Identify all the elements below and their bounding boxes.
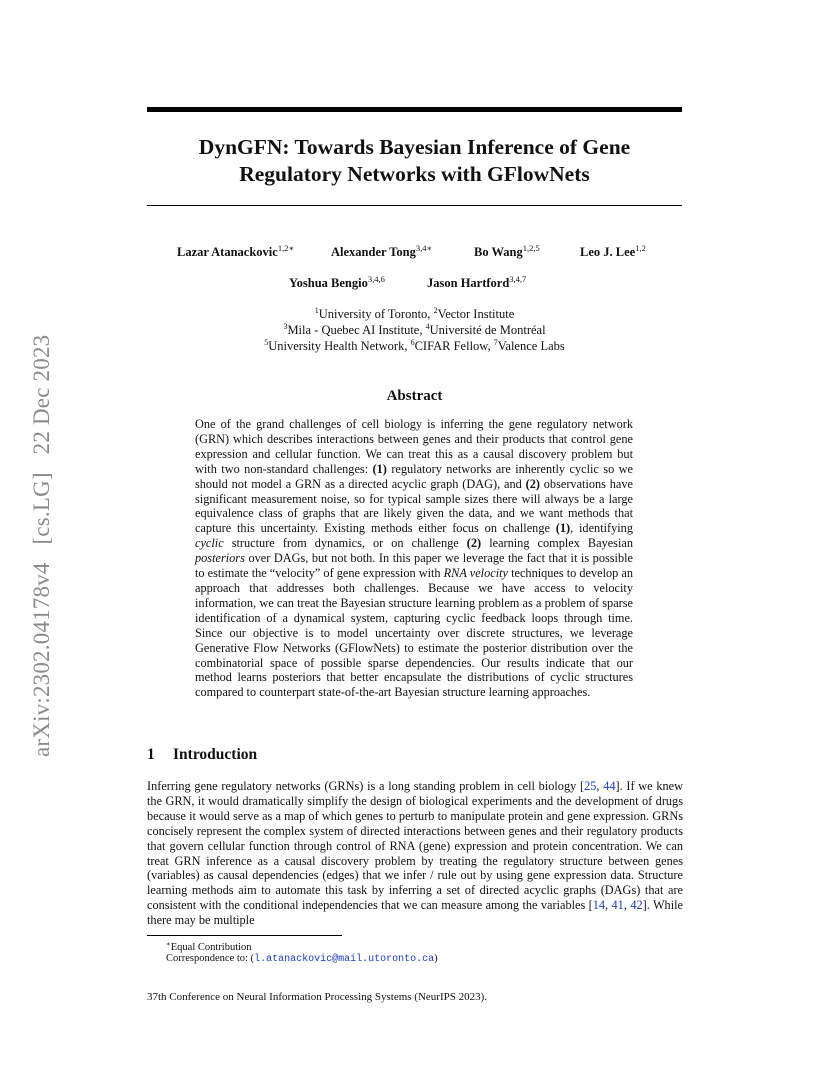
abstract-text: One of the grand challenges of cell biology is inferring the gene regulatory network (GRN) which describes interactions between genes and their products that control gene expression and cellular function. We can treat this as a causal discovery problem but with two non-standard challenges: <box>195 417 633 476</box>
intro-text: , <box>623 898 631 913</box>
author-6 <box>427 274 526 291</box>
author-name: Jason Hartford <box>427 276 510 290</box>
abstract-italic: posteriors <box>195 551 245 566</box>
affil-sup: 3 <box>283 322 288 331</box>
affil-text: University Health Network, <box>268 339 411 353</box>
footnote-mark: ∗ <box>166 940 171 948</box>
abstract-bold: (1) <box>555 521 571 536</box>
abstract-bold: (1) <box>372 461 387 476</box>
affil-text: CIFAR Fellow, <box>414 339 494 353</box>
author-sup: 1,2∗ <box>277 243 295 253</box>
abstract-italic: RNA velocity <box>443 566 508 581</box>
abstract-text: observations have significant measurement noise, so for typical sample sizes there will always be a large equivalence class of graphs that are likely given the data, and we want methods that capture this uncertainty. Existing methods either focus on challenge <box>195 476 633 536</box>
title-line-1: DynGFN: Towards Bayesian Inference of Gene <box>198 135 631 159</box>
section-heading <box>147 746 257 764</box>
affil-text: Vector Institute <box>437 307 515 321</box>
paper-title <box>147 134 682 188</box>
author-sup: 1,2,5 <box>522 243 540 253</box>
author-sup: 3,4,7 <box>509 274 527 284</box>
section-title: Introduction <box>173 746 258 763</box>
author-5 <box>289 274 385 291</box>
citation-link[interactable]: 41 <box>611 898 624 913</box>
citation-link[interactable]: 14 <box>592 898 606 913</box>
author-name: Lazar Atanackovic <box>177 245 278 259</box>
affil-sup: 2 <box>433 306 438 315</box>
conference-note: 37th Conference on Neural Information Processing Systems (NeurIPS 2023). <box>147 991 488 1003</box>
footnote-correspondence <box>166 952 438 966</box>
abstract-italic: cyclic <box>195 536 224 551</box>
intro-text: , <box>605 898 612 913</box>
email-link[interactable]: l.atanackovic@mail.utoronto.ca <box>254 954 435 965</box>
title-bottom-rule <box>147 205 682 206</box>
arxiv-stamp <box>29 335 55 757</box>
intro-text: , <box>596 779 604 793</box>
citation-link[interactable]: 25 <box>584 779 597 793</box>
title-line-2: Regulatory Networks with GFlowNets <box>239 162 590 186</box>
affil-text: University of Toronto, <box>318 307 434 321</box>
author-name: Yoshua Bengio <box>289 276 368 290</box>
abstract-bold: (2) <box>466 536 482 551</box>
abstract-text: regulatory networks are inherently cyclic so we should not model a GRN as a directed acyclic graph (DAG), and <box>195 461 634 491</box>
footnote-text: Correspondence to: ( <box>166 953 255 964</box>
affil-text: Valence Labs <box>497 339 565 353</box>
arxiv-date: 22 Dec 2023 <box>29 334 54 455</box>
abstract-bold: (2) <box>525 476 540 491</box>
author-4 <box>580 243 646 260</box>
intro-text: ]. If we knew the GRN, it would dramatically simplify the design of biological experiments and the development of drugs because it would serve as a map of which genes to perturb to manipulate protein and gene expression. GRNs concisely represent the complex system of directed interactions between genes and their regulatory products that govern cellular function through control of RNA (gene) expression and protein concentration. We can treat GRN inference as a causal discovery problem by treating the regulatory structure between genes (variables) as causal dependencies (edges) that we infer / rule out by using gene expression data. Structure learning methods aim to automate this task by inferring a set of directed acyclic graphs (DAGs) that are consistent with the conditional independencies that we can measure among the variables [ <box>147 779 683 913</box>
arxiv-id[interactable]: arXiv:2302.04178v4 <box>29 562 54 757</box>
affil-sup: 7 <box>493 338 498 347</box>
author-sup: 1,2 <box>635 243 646 253</box>
title-top-rule <box>147 107 682 112</box>
abstract-heading: Abstract <box>386 388 443 404</box>
abstract-text: over DAGs, but not both. In this paper we leverage the fact that it is possible to estimate the “velocity” of gene expression with <box>195 551 633 581</box>
footnote-rule <box>147 935 342 936</box>
affil-sup: 5 <box>264 338 269 347</box>
intro-paragraph <box>147 779 683 928</box>
affil-text: Mila - Quebec AI Institute, <box>287 323 426 337</box>
arxiv-category: [cs.LG] <box>29 472 54 545</box>
intro-text: Inferring gene regulatory networks (GRNs) is a long standing problem in cell biology [ <box>147 779 585 793</box>
abstract-text: techniques to develop an approach that addresses both challenges. Because we have access to velocity information, we can treat the Bayesian structure learning problem as a problem of sparse identification of a dynamical system, capturing cyclic feedback loops through time. Since our objective is to model uncertainty over discrete structures, we leverage Generative Flow Networks (GFlowNets) to estimate the posterior distribution over the combinatorial space of possible sparse dependencies. Our results indicate that our method learns posteriors that better encapsulate the distributions of cyclic structures compared to counterpart state-of-the-art Bayesian structure learning approaches. <box>195 566 634 700</box>
author-1 <box>177 243 294 260</box>
intro-text: ]. While there may be multiple <box>147 898 684 928</box>
citation-link[interactable]: 42 <box>630 898 643 913</box>
author-3 <box>474 243 540 260</box>
abstract-text: structure from dynamics, or on challenge <box>223 536 467 551</box>
abstract-text: learning complex Bayesian <box>481 536 633 551</box>
affil-sup: 1 <box>314 306 319 315</box>
footnote-text: Equal Contribution <box>170 942 252 953</box>
author-sup: 3,4,6 <box>367 274 385 284</box>
abstract-body <box>195 417 633 700</box>
affil-text: Université de Montréal <box>429 323 546 337</box>
affil-sup: 6 <box>410 338 415 347</box>
author-name: Bo Wang <box>474 245 523 259</box>
author-name: Alexander Tong <box>331 245 416 259</box>
author-sup: 3,4∗ <box>415 243 433 253</box>
affiliation-line-3 <box>147 335 682 354</box>
author-2 <box>331 243 432 260</box>
footnote-text: ) <box>434 953 438 964</box>
citation-link[interactable]: 44 <box>603 779 616 793</box>
section-number: 1 <box>147 746 155 763</box>
author-name: Leo J. Lee <box>580 245 636 259</box>
abstract-text: , identifying <box>570 521 633 536</box>
affil-sup: 4 <box>425 322 430 331</box>
